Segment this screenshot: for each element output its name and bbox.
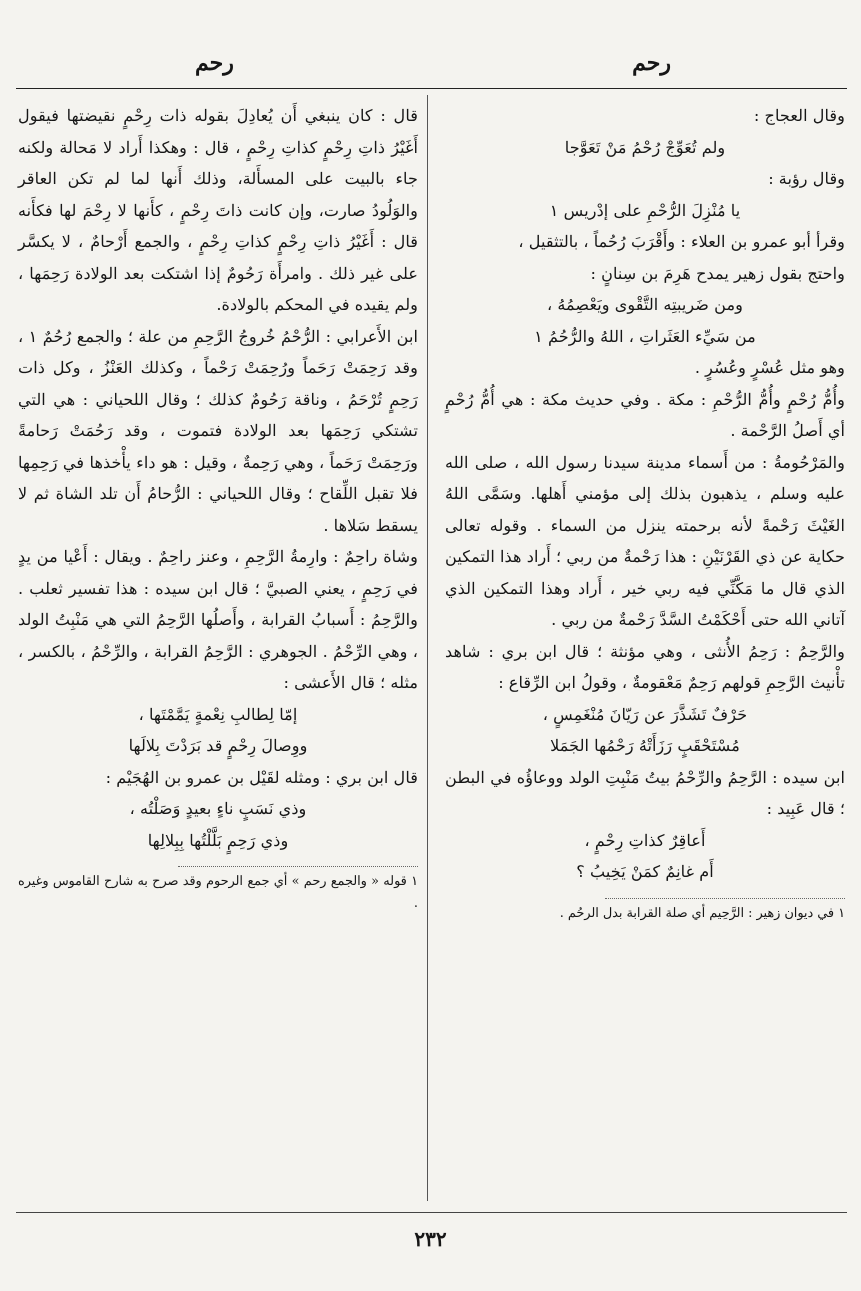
paragraph: وقال رؤبة : <box>768 169 845 188</box>
verse-line: أَعاقِرٌ كذاتِ رِحْمٍ ، <box>584 830 706 850</box>
right-column-body <box>445 100 845 888</box>
right-column <box>445 100 845 925</box>
verse-line: ووِصالَ رِحْمٍ قد بَرَدْتَ بِلالَها <box>128 736 308 755</box>
verse-line: يا مُنْزِلَ الرُّحْمِ على إدْريس ١ <box>549 200 741 220</box>
column-divider <box>427 95 428 1201</box>
verse-line: ولم تُعَوِّجْ رُحْمُ مَنْ تَعَوَّجا <box>564 137 726 157</box>
verse-line: أَم غانِمٌ كمَنْ يَخِيبُ ؟ <box>576 862 714 881</box>
paragraph: وأُمُّ رُحْمٍ وأُمُّ الرُّحْمِ : مكة . وفي حديث مكة : هي أُمُّ رُحْمٍ أي أَصلُ الرَّحْمة . <box>445 389 845 440</box>
verse-line: مُسْتَحْقَبٍ رَزَأَتْهُ رَحْمُها الجَمَلا <box>550 736 740 755</box>
bottom-rule <box>16 1212 847 1213</box>
footnote: ١ في ديوان زهير : الرَّحِيم أي صلة القرابة بدل الرحُم . <box>559 905 845 921</box>
footnote: ١ قوله « والجمع رحم » أي جمع الرحوم وقد صرح به شارح القاموس وغيره . <box>18 874 418 911</box>
paragraph: وهو مثل عُسْرٍ وعُسُرٍ . <box>694 358 845 377</box>
paragraph: وقال العجاج : <box>753 106 845 125</box>
paragraph: واحتج بقول زهير يمدح هَرِمَ بن سِنانٍ : <box>590 263 845 283</box>
paragraph: ابن سيده : الرَّحِمُ والرِّحْمُ بيتُ مَنْبِتِ الولد ووعاؤُه في البطن ؛ قال عَبِيد : <box>445 767 845 818</box>
verse-line: إمّا لِطالبِ نِعْمةٍ يَمَّمْتَها ، <box>138 704 298 724</box>
left-column-body <box>18 100 418 856</box>
running-header-left: رحم <box>195 50 234 76</box>
paragraph: والمَرْحُومةُ : من أَسماء مدينة سيدنا رسول الله ، صلى الله عليه وسلم ، يذهبون بذلك إلى مؤمني أَهلها. وسَمَّى اللهُ الغَيْثَ رَحْمةً لأنه برحمته ينزل من السماء . وقوله تعالى حكاية عن ذي القَرْنَيْنِ : هذا رَحْمةٌ من ربي ؛ أَراد هذا التمكين الذي قال ما مَكَّنِّي فيه ربي خير ، أَراد وهذا التمكين الذي آتاني الله حتى أَحْكَمْتُ السَّدَّ رَحْمةٌ من ربي . <box>445 452 845 629</box>
verse-line: ومن ضَريبتِه التَّقْوى ويَعْصِمُهُ ، <box>547 295 743 314</box>
footnote-rule <box>605 898 845 899</box>
verse-line: وذي رَحِمٍ بَلَّلْتُها بِبِلالِها <box>147 830 289 850</box>
verse-line: وذي نَسَبٍ ناءٍ بعيدٍ وَصَلْتُه ، <box>129 799 307 818</box>
footnote-rule <box>178 866 418 867</box>
left-column <box>18 100 418 915</box>
paragraph: وقرأ أبو عمرو بن العلاء : وأَقْرَبَ رُحُماً ، بالتثقيل ، <box>518 232 845 251</box>
paragraph: وشاة راحِمٌ : وارِمةُ الرَّحِمِ ، وعنز راحِمٌ . ويقال : أَعْيا من يدٍ في رَحِمٍ ، يعني الصبيَّ ؛ قال ابن سيده : هذا تفسير ثعلب . والرَّحِمُ : أَسبابُ القرابة ، وأَصلُها الرَّحِمُ التي هي مَنْبِتُ الولد ، وهي الرِّحْمُ . الجوهري : الرَّحِمُ القرابة ، والرِّحْمُ ، بالكسر ، مثله ؛ قال الأَعشى : <box>18 547 418 692</box>
page-number: ٢٣٢ <box>414 1227 447 1251</box>
paragraph: ابن الأَعرابي : الرُّحْمُ خُروجُ الرَّحِمِ من علة ؛ والجمع رُحُمٌ ١ ، وقد رَحِمَتْ رَحَماً ورُحِمَتْ رَحْماً ، وكذلك العَنْزُ ، وكل ذات رَحِمٍ تُرْحَمُ ، وناقة رَحُومٌ كذلك ؛ وقال اللحياني : هي التي تشتكي رَحِمَها بعد الولادة فتموت ، وقد رَحُمَتْ رَحامةً ورَحِمَتْ رَحَماً ، وهي رَحِمةٌ ، وقيل : هو داء يأْخذها في رَحِمِها فلا تقبل اللِّقاح ؛ وقال اللحياني : الرُّحامُ أَن تلد الشاة ثم لا يسقط سَلاها . <box>18 326 418 535</box>
header-rule <box>16 88 847 89</box>
paragraph: قال : كان ينبغي أَن يُعادِلَ بقوله ذات رِحْمٍ نقيضتها فيقول أَغَيْرُ ذاتِ رِحْمٍ كذاتِ رِحْمٍ ، قال : وهكذا أَراد لا مَحالة ولكنه جاء بالبيت على المسأَلة، وذلك أَنها لما لم تكن العاقر والوَلُودُ صارت، وإن كانت ذاتَ رِحْمٍ ، كأَنها لا رِحْمَ لها فكأَنه قال : أَغَيْرُ ذاتِ رِحْمٍ كذاتِ رِحْمٍ ، والجمع أَرْحامٌ ، لا يكسَّر على غير ذلك . وامرأَة رَحُومٌ إذا اشتكت بعد الولادة رَحِمَها ، ولم يقيده في المحكم بالولادة. <box>18 106 418 314</box>
paragraph: والرَّحِمُ : رَحِمُ الأُنثى ، وهي مؤنثة ؛ قال ابن بري : شاهد تأْنيث الرَّحِمِ قولهم رَحِمٌ مَعْقومةٌ ، وقولُ ابن الرِّقاع : <box>445 641 845 692</box>
running-header-right: رحم <box>632 50 671 76</box>
verse-line: حَرْفٌ تَشَذَّرَ عن رَيّانَ مُنْغَمِسٍ ، <box>542 704 748 724</box>
verse-line: من سَيِّء العَثَراتِ ، اللهُ والرُّحُمُ ١ <box>534 326 756 346</box>
paragraph: قال ابن بري : ومثله لقَيْل بن عمرو بن الهُجَيْم : <box>105 767 418 787</box>
